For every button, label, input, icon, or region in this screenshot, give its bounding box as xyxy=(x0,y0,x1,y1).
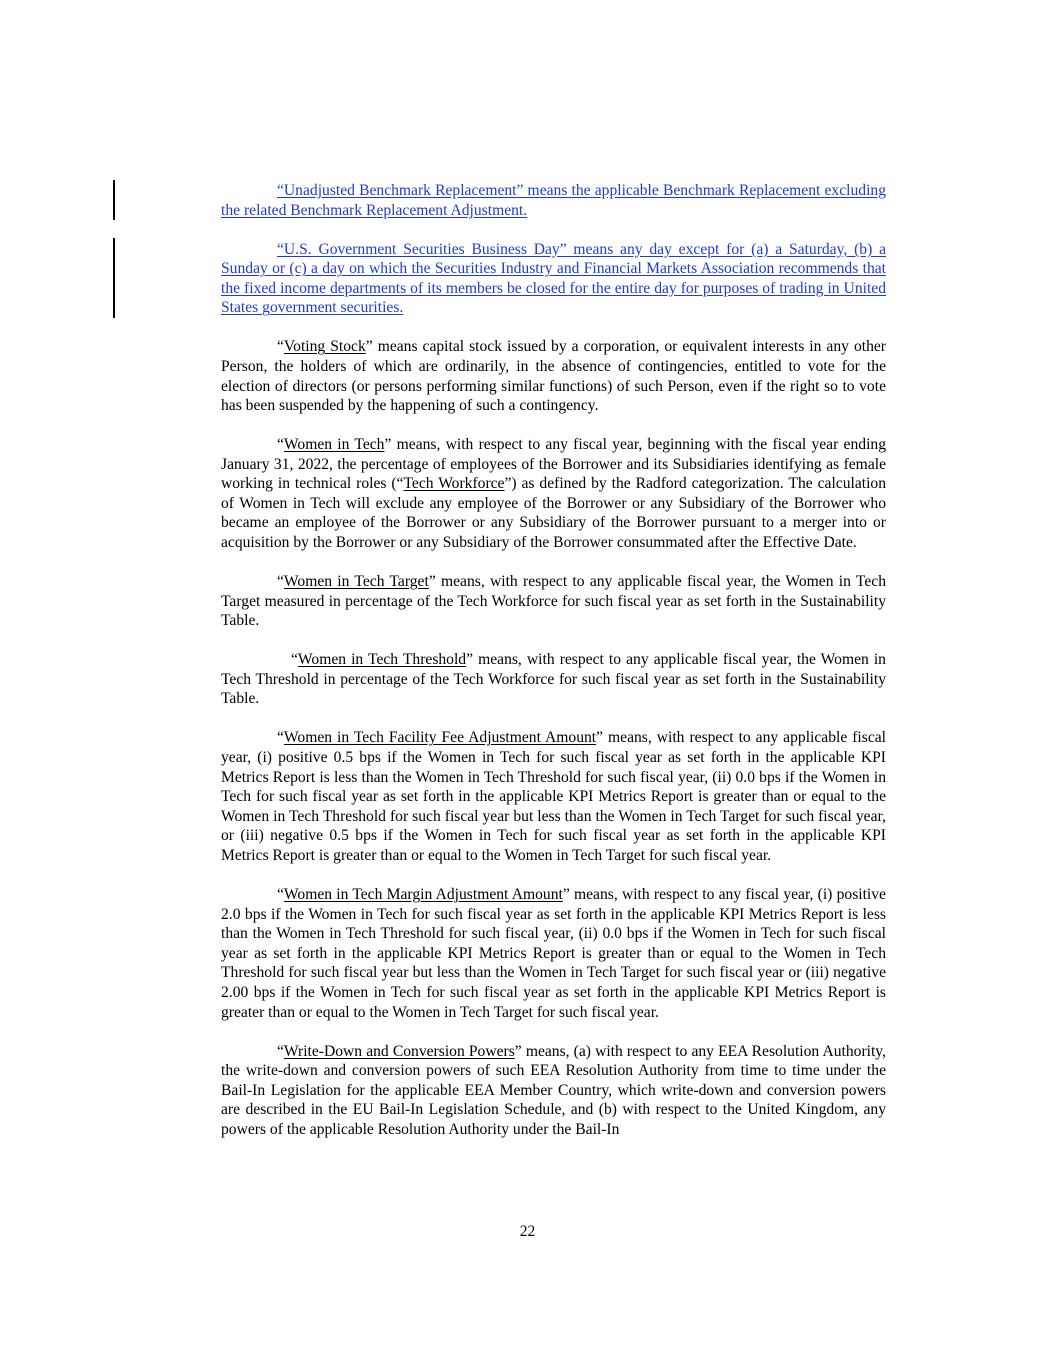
defined-term-tech-workforce: Tech Workforce xyxy=(403,475,505,493)
open-quote: “ xyxy=(291,651,298,669)
definition-text: ” means, with respect to any applicable fiscal year, the Women in Tech Target measured in percentage of the Tech Workforce for such fiscal year as set forth in the Sustainability Table. xyxy=(221,573,886,630)
inserted-text: “Unadjusted Benchmark Replacement” means the applicable Benchmark Replacement excluding the related Benchmark Replacement Adjustment. xyxy=(221,182,886,219)
definition-text: ” means, with respect to any fiscal year, beginning with the fiscal year ending January 31, 2022, the percentage of employees of the Borrower and its Subsidiaries identifying as female working in technical roles (“ xyxy=(221,436,886,493)
open-quote: “ xyxy=(277,573,284,591)
definition-text: ” means, with respect to any applicable fiscal year, the Women in Tech Threshold in percentage of the Tech Workforce for such fiscal year as set forth in the Sustainability Table. xyxy=(221,651,886,708)
defined-term: Women in Tech Facility Fee Adjustment Amount xyxy=(283,729,597,747)
definition-text: ” means, (a) with respect to any EEA Resolution Authority, the write-down and conversion powers of such EEA Resolution Authority from time to time under the Bail-In Legislation for the applicable EEA Member Country, which write-down and conversion powers are described in the EU Bail-In Legislation Schedule, and (b) with respect to the United Kingdom, any powers of the applicable Resolution Authority under the Bail-In xyxy=(221,1042,886,1138)
defined-term: Women in Tech Threshold xyxy=(297,651,467,669)
open-quote: “ xyxy=(277,436,284,454)
definition-unadjusted-benchmark-replacement xyxy=(221,181,886,220)
open-quote: “ xyxy=(277,729,284,747)
definition-text: ” means, with respect to any fiscal year, (i) positive 2.0 bps if the Women in Tech for such fiscal year as set forth in the applicable KPI Metrics Report is less than the Women in Tech Threshold for such fiscal year, (ii) 0.0 bps if the Women in Tech for such fiscal year as set forth in the applicable KPI Metrics Report is greater than or equal to the Women in Tech Threshold for such fiscal year but less than the Women in Tech Target for such fiscal year or (iii) negative 2.00 bps if the Women in Tech for such fiscal year as set forth in the applicable KPI Metrics Report is greater than or equal to the Women in Tech Target for such fiscal year. xyxy=(221,885,886,1021)
definition-write-down-and-conversion-powers xyxy=(221,1042,886,1140)
defined-term: Women in Tech Target xyxy=(283,573,429,591)
defined-term: Women in Tech xyxy=(283,436,385,454)
definition-women-in-tech-threshold xyxy=(221,650,886,709)
definition-text: ”) as defined by the Radford categorization. The calculation of Women in Tech will exclude any employee of the Borrower or any Subsidiary of the Borrower who became an employee of the Borrower or any Subsidiary of the Borrower pursuant to a merger into or acquisition by the Borrower or any Subsidiary of the Borrower consummated after the Effective Date. xyxy=(221,475,887,552)
definition-voting-stock xyxy=(221,337,886,415)
page-number: 22 xyxy=(519,1223,536,1240)
definition-women-in-tech xyxy=(221,435,886,553)
open-quote: “ xyxy=(277,1042,284,1060)
definition-text: ” means, with respect to any applicable fiscal year, (i) positive 0.5 bps if the Women in Tech for such fiscal year as set forth in the applicable KPI Metrics Report is less than the Women in Tech Threshold for such fiscal year, (ii) 0.0 bps if the Women in Tech for such fiscal year as set forth in the applicable KPI Metrics Report is greater than or equal to the Women in Tech Threshold for such fiscal year but less than the Women in Tech Target for such fiscal year, or (iii) negative 0.5 bps if the Women in Tech for such fiscal year as set forth in the applicable KPI Metrics Report is greater than or equal to the Women in Tech Target for such fiscal year. xyxy=(221,729,886,864)
definition-women-in-tech-target xyxy=(221,572,886,631)
change-bar xyxy=(113,238,115,318)
open-quote: “ xyxy=(277,338,284,356)
defined-term: Women in Tech Margin Adjustment Amount xyxy=(283,885,563,903)
change-bar xyxy=(113,180,115,220)
inserted-text: “U.S. Government Securities Business Day” means any day except for (a) a Saturday, (b) a Sunday or (c) a day on which the Securities Industry and Financial Markets Association recommends that the fixed income departments of its members be closed for the entire day for purposes of trading in United States government securities. xyxy=(221,240,886,317)
definition-women-in-tech-margin-adjustment-amount xyxy=(221,885,886,1022)
document-body xyxy=(221,181,886,1159)
defined-term: Write-Down and Conversion Powers xyxy=(283,1042,515,1060)
definition-women-in-tech-facility-fee-adjustment-amount xyxy=(221,728,886,865)
definition-text: ” means capital stock issued by a corporation, or equivalent interests in any other Person, the holders of which are ordinarily, in the absence of contingencies, entitled to vote for the election of directors (or persons performing similar functions) of such Person, even if the right so to vote has been suspended by the happening of such a contingency. xyxy=(221,338,886,415)
definition-us-government-securities-business-day xyxy=(221,240,886,318)
open-quote: “ xyxy=(277,885,284,903)
defined-term: Voting Stock xyxy=(283,338,366,356)
